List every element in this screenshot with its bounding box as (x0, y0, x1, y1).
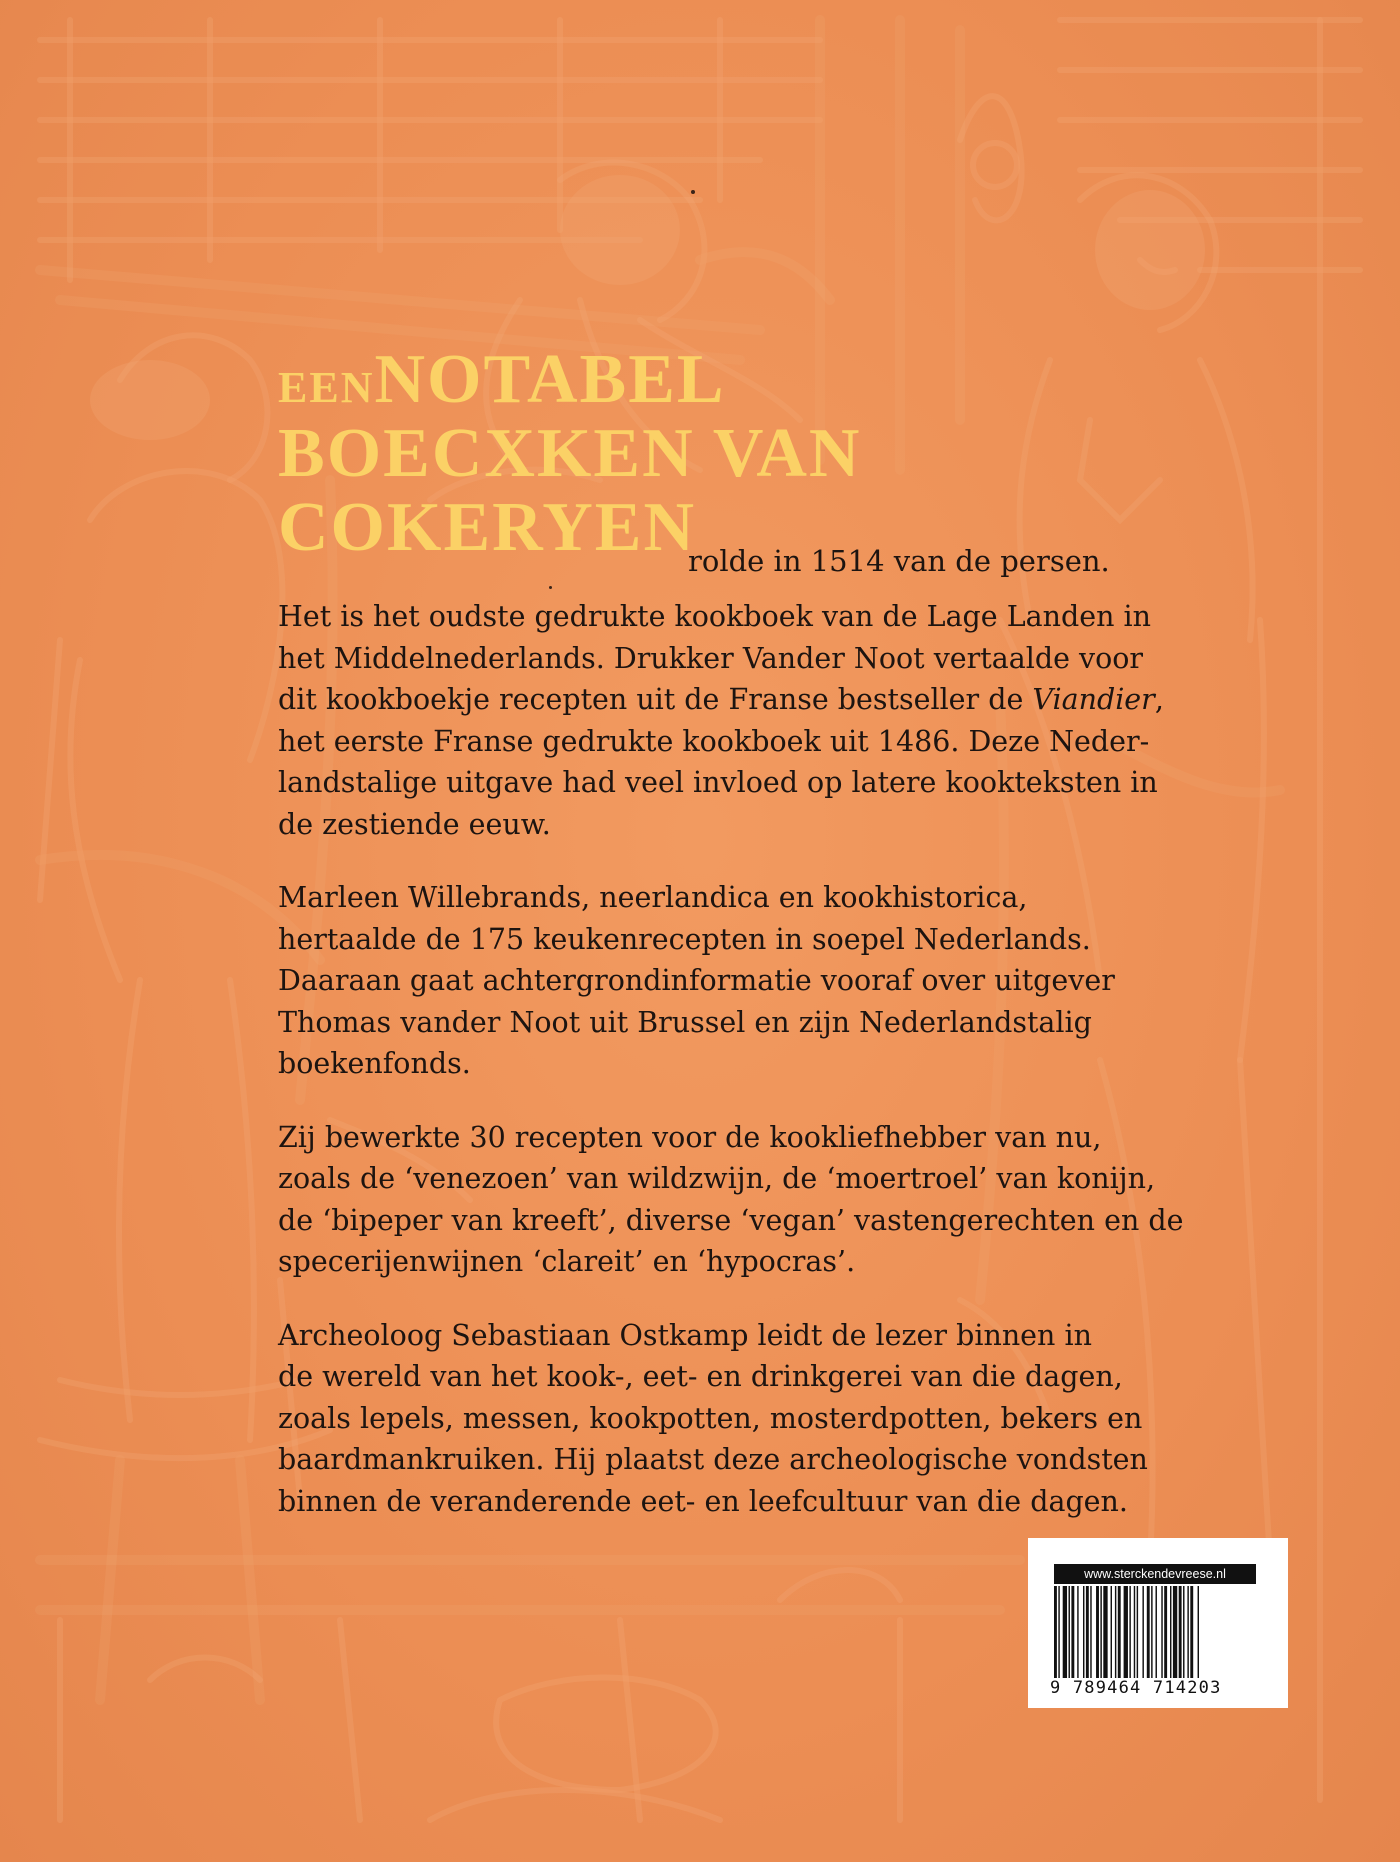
barcode-bar (1054, 1586, 1057, 1678)
text-line: binnen de veranderende eet- en leefcultuur van die dagen. (278, 1484, 1128, 1518)
barcode-bar (1077, 1586, 1078, 1678)
text-line: Marleen Willebrands, neerlandica en kookhistorica, (278, 881, 1028, 914)
text-line: boekenfonds. (278, 1047, 471, 1080)
isbn-number: 9 789464 714203 (1050, 1678, 1222, 1698)
barcode-bar (1147, 1586, 1150, 1678)
text-line: zoals de ‘venezoen’ van wildzwijn, de ‘moertroel’ van konijn, (278, 1162, 1156, 1195)
barcode-bar (1111, 1586, 1112, 1678)
blurb-paragraph-3 (278, 1117, 1184, 1283)
barcode-bar (1161, 1586, 1162, 1678)
barcode-bar (1183, 1586, 1184, 1678)
title-continuation-text: rolde in 1514 van de persen. (688, 544, 1110, 578)
text-line: zoals lepels, messen, kookpotten, mosterdpotten, bekers en (278, 1401, 1143, 1435)
barcode-bar (1142, 1586, 1143, 1678)
barcode-icon (1054, 1586, 1262, 1678)
barcode-bar (1134, 1586, 1135, 1678)
barcode-label (1028, 1538, 1288, 1708)
book-title (278, 341, 862, 567)
text-line: Thomas vander Noot uit Brussel en zijn Nederlandstalig (278, 1005, 1092, 1039)
barcode-bar (1151, 1586, 1152, 1678)
blurb-paragraph-1 (278, 596, 1164, 845)
text-line: de zestiende eeuw. (278, 807, 551, 841)
barcode-bar (1086, 1586, 1089, 1678)
barcode-bar (1129, 1586, 1130, 1678)
barcode-bar (1187, 1586, 1188, 1678)
barcode-bar (1170, 1586, 1171, 1678)
barcode-bar (1137, 1586, 1138, 1678)
barcode-bar (1156, 1586, 1157, 1678)
title-small-caps-word: EEN (278, 363, 375, 412)
barcode-bar (1164, 1586, 1167, 1678)
text-line: het eerste Franse gedrukte kookboek uit 1486. Deze Neder- (278, 724, 1150, 758)
text-line: Daaraan gaat achtergrondinformatie vooraf over uitgever (278, 964, 1115, 997)
text-line: de wereld van het kook-, eet- en drinkgerei van die dagen, (278, 1360, 1123, 1393)
barcode-bar (1179, 1586, 1182, 1678)
text-line: baardmankruiken. Hij plaatst deze archeologische vondsten (278, 1443, 1148, 1476)
barcode-bar (1058, 1586, 1059, 1678)
barcode-bar (1063, 1586, 1067, 1678)
barcode-bar (1103, 1586, 1107, 1678)
title-line-2: BOECXKEN VAN (278, 415, 862, 492)
title-word-notabel: NOTABEL (374, 341, 726, 418)
text-line: hertaalde de 175 keukenrecepten in soepel Nederlands. (278, 922, 1091, 956)
text-line: Zij bewerkte 30 recepten voor de kookliefhebber van nu, (278, 1120, 1102, 1154)
print-speck (691, 190, 695, 194)
barcode-bar (1090, 1586, 1091, 1678)
text-punctuation: , (1154, 683, 1164, 716)
title-line-1 (278, 341, 862, 419)
barcode-bar (1069, 1586, 1070, 1678)
text-line: landstalige uitgave had veel invloed op latere kookteksten in (278, 766, 1158, 799)
print-speck (549, 586, 552, 589)
barcode-bar (1124, 1586, 1128, 1678)
barcode-bar (1096, 1586, 1099, 1678)
publisher-url: www.sterckendevreese.nl (1054, 1564, 1256, 1584)
text-line: Het is het oudste gedrukte kookboek van de Lage Landen in (278, 600, 1151, 633)
text-line: de ‘bipeper van kreeft’, diverse ‘vegan’ vastengerechten en de (278, 1203, 1184, 1237)
text-line-segment: dit kookboekje recepten uit de Franse bestseller de (278, 683, 1033, 716)
barcode-bar (1190, 1586, 1193, 1678)
text-line (278, 679, 1164, 721)
text-line: Archeoloog Sebastiaan Ostkamp leidt de lezer binnen in (278, 1318, 1092, 1352)
italic-book-title: Viandier (1032, 683, 1155, 716)
barcode-bar (1198, 1586, 1199, 1678)
text-line: het Middelnederlands. Drukker Vander Noot vertaalde voor (278, 641, 1144, 675)
barcode-bar (1100, 1586, 1101, 1678)
title-line-3: COKERYEN (278, 489, 697, 566)
blurb-paragraph-2 (278, 877, 1138, 1085)
blurb-paragraph-4 (278, 1315, 1148, 1523)
barcode-bar (1083, 1586, 1084, 1678)
text-line: specerijenwijnen ‘clareit’ en ‘hypocras’. (278, 1245, 856, 1278)
blurb-text (278, 596, 1184, 1554)
barcode-bar (1115, 1586, 1116, 1678)
barcode-bar (1118, 1586, 1121, 1678)
barcode-bar (1173, 1586, 1177, 1678)
barcode-bar (1071, 1586, 1074, 1678)
